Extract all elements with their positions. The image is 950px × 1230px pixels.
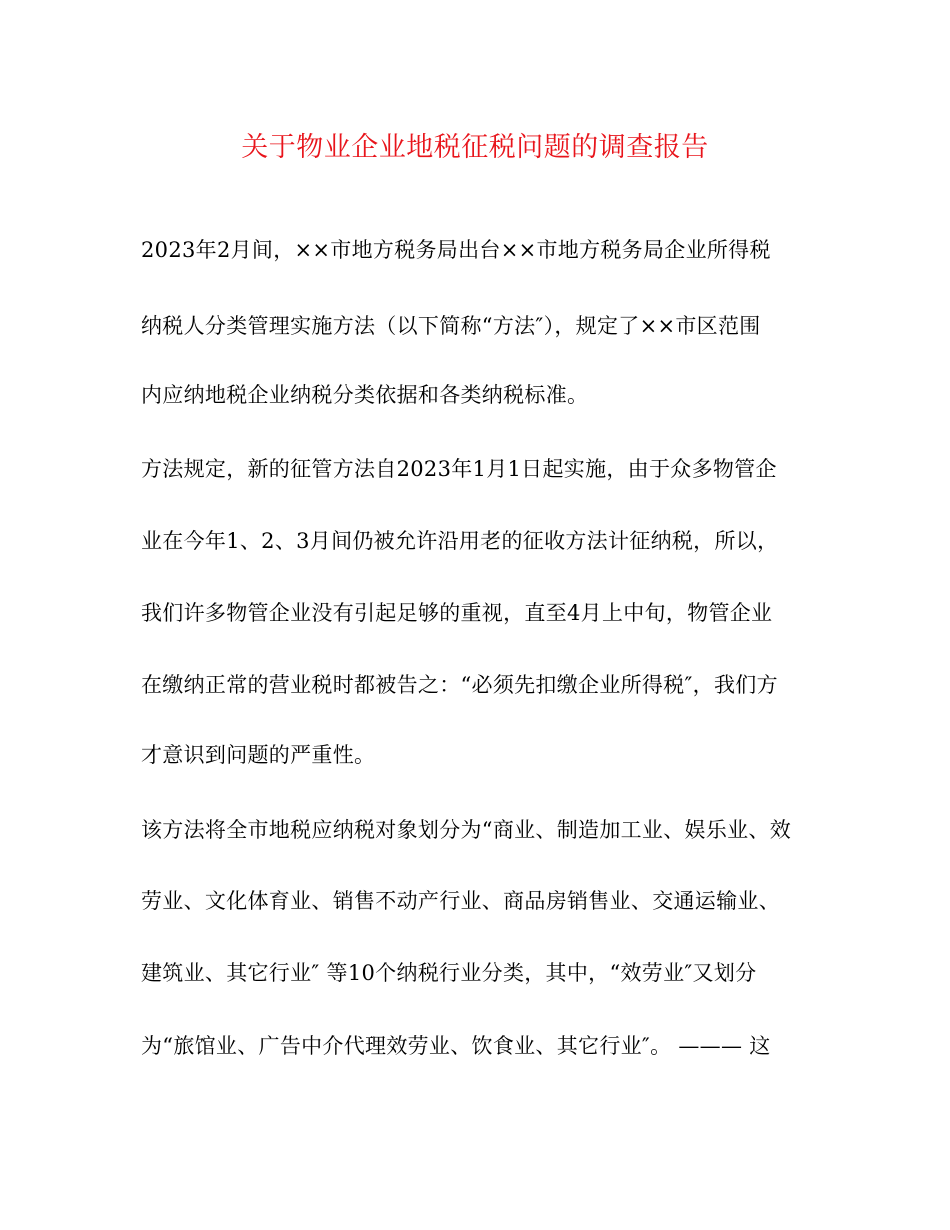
- body-line: 为“旅馆业、广告中介代理效劳业、饮食业、其它行业″。 ——— 这: [141, 1034, 771, 1058]
- body-line: 方法规定，新的征管方法自2023年1月1日起实施，由于众多物管企: [141, 457, 777, 481]
- body-line: 才意识到问题的严重性。: [141, 743, 376, 767]
- body-line: 建筑业、其它行业″ 等10个纳税行业分类，其中，“效劳业″又划分: [141, 961, 757, 985]
- body-line: 业在今年1、2、3月间仍被允许沿用老的征收方法计征纳税，所以，: [141, 529, 779, 553]
- body-line: 劳业、文化体育业、销售不动产行业、商品房销售业、交通运输业、: [141, 889, 780, 913]
- body-line: 内应纳地税企业纳税分类依据和各类纳税标准。: [141, 383, 589, 407]
- body-line: 我们许多物管企业没有引起足够的重视，直至4月上中旬，物管企业: [141, 601, 773, 625]
- body-line: 该方法将全市地税应纳税对象划分为“商业、制造加工业、娱乐业、效: [141, 818, 792, 842]
- body-line: 在缴纳正常的营业税时都被告之：“必须先扣缴企业所得税″，我们方: [141, 673, 778, 697]
- body-line: 2023年2月间，××市地方税务局出台××市地方税务局企业所得税: [141, 238, 771, 262]
- document-title: 关于物业企业地税征税问题的调查报告: [241, 132, 709, 163]
- body-line: 纳税人分类管理实施方法（以下简称“方法″），规定了××市区范围: [141, 314, 761, 338]
